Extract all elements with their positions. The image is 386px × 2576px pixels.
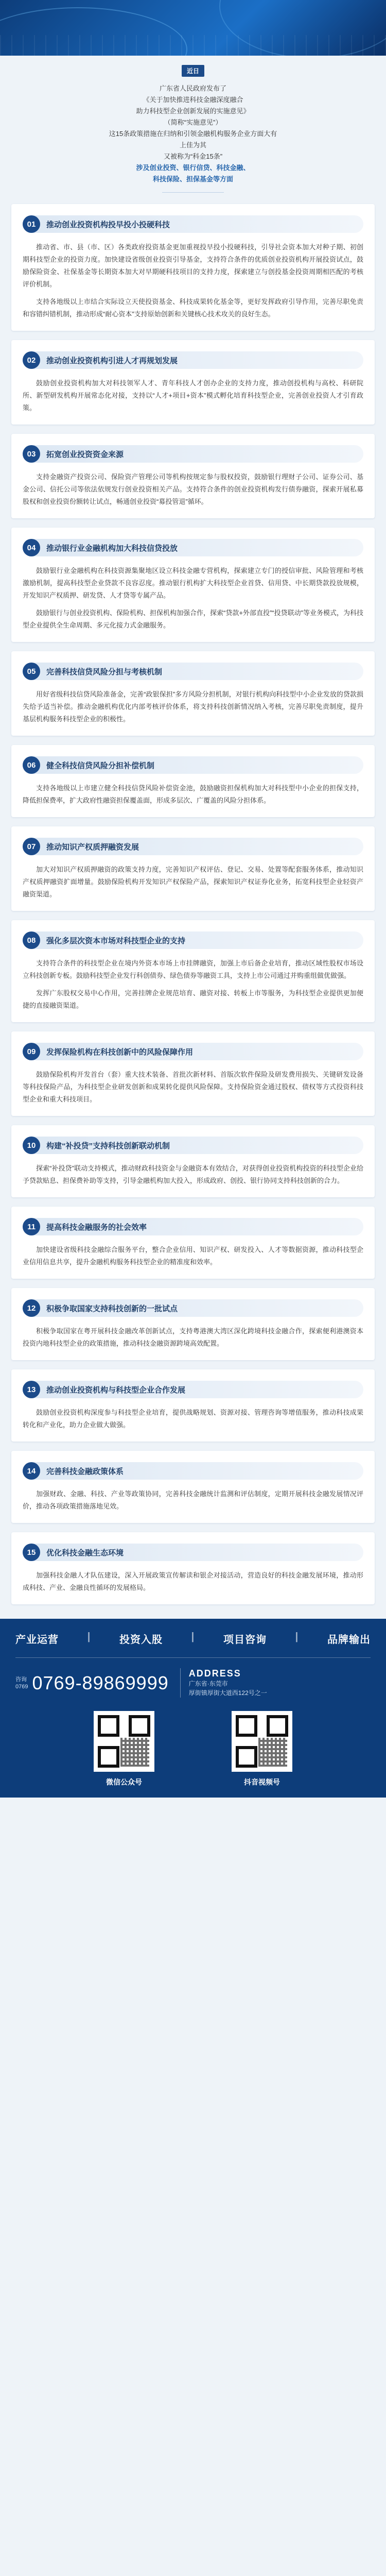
address-title: ADDRESS xyxy=(188,1668,241,1679)
tag-separator: | xyxy=(87,1631,91,1642)
address-line: 厚街镇厚街大道西122号之一 xyxy=(188,1689,267,1697)
section-title: 拓宽创业投资资金来源 xyxy=(46,450,124,459)
contact-row xyxy=(15,1657,371,1698)
section-number: 10 xyxy=(23,1137,40,1154)
service-tag: 产业运营 xyxy=(15,1634,59,1646)
hero-banner xyxy=(0,0,386,56)
intro-divider xyxy=(162,192,224,193)
section-title: 完善科技信贷风险分担与考核机制 xyxy=(46,667,163,676)
section-header xyxy=(23,215,363,233)
section-title: 优化科技金融生态环境 xyxy=(46,1548,124,1557)
section-title: 推动银行业金融机构加大科技信贷投放 xyxy=(46,544,178,553)
section-number: 14 xyxy=(23,1462,40,1480)
intro-line: 广东省人民政府发布了 xyxy=(159,84,226,92)
section-number: 09 xyxy=(23,1043,40,1060)
intro-line: 这15条政策措施在归纳和引领金融机构服务企业方面大有 xyxy=(109,130,277,138)
intro-tag: 近日 xyxy=(182,65,204,77)
section-title: 强化多层次资本市场对科技型企业的支持 xyxy=(46,936,186,945)
tag-separator: | xyxy=(295,1631,299,1642)
section-header xyxy=(23,838,363,855)
address-block xyxy=(180,1668,267,1698)
section-header xyxy=(23,1544,363,1561)
policy-section-card xyxy=(11,434,375,518)
section-paragraph: 支持各地级以上市结合实际设立天使投资基金、科技成果转化基金等，更好发挥政府引导作用，完善尽职免责和容错纠错机制，推动形成“耐心资本”支持原始创新和关键核心技术攻关的良好生态。 xyxy=(23,298,363,318)
section-title: 推动知识产权质押融资发展 xyxy=(46,842,139,852)
intro-line: 又被称为“科金15条” xyxy=(163,152,223,160)
section-number: 12 xyxy=(23,1299,40,1317)
policy-section-card xyxy=(11,1207,375,1279)
policy-section-card xyxy=(11,204,375,331)
policy-section-card xyxy=(11,920,375,1022)
service-tags xyxy=(15,1631,371,1646)
section-title: 推动创业投资机构引进人才再规划发展 xyxy=(46,356,178,365)
qr-caption: 抖音视频号 xyxy=(244,1778,280,1786)
section-header xyxy=(23,445,363,463)
section-number: 11 xyxy=(23,1218,40,1235)
section-paragraph: 探索“补投贷”联动支持模式，推动财政科技资金与金融资本有效结合，对获得创业投资机构投资的科技型企业给予贷款贴息、担保费补助等支持，引导金融机构加大投入，形成政府、创投、银行协同支持科技创新的合力。 xyxy=(23,1164,363,1184)
section-title: 发挥保险机构在科技创新中的风险保障作用 xyxy=(46,1047,194,1057)
section-number: 01 xyxy=(23,215,40,233)
section-header xyxy=(23,1299,363,1317)
section-paragraph: 积极争取国家在粤开展科技金融改革创新试点，支持粤港澳大湾区深化跨境科技金融合作，探索便利港澳资本投资内地科技型企业的政策措施，推动科技金融资源跨境高效配置。 xyxy=(23,1327,363,1347)
qr-codes xyxy=(15,1711,371,1787)
policy-section-card xyxy=(11,1125,375,1197)
qr-code-icon xyxy=(232,1711,292,1772)
service-tag: 项目咨询 xyxy=(223,1634,267,1646)
tel-label xyxy=(15,1676,28,1690)
section-title: 健全科技信贷风险分担补偿机制 xyxy=(46,761,155,770)
section-paragraph: 支持符合条件的科技型企业在境内外资本市场上市挂牌融资，加强上市后备企业培育，推动区域性股权市场设立科技创新专板。鼓励科技型企业发行科创债券、绿色债券等融资工具，支持上市公司通过并购重组做优做强。 xyxy=(23,959,363,979)
intro-line: （简称“实施意见”） xyxy=(164,118,222,126)
section-number: 08 xyxy=(23,931,40,949)
hero-lines-decoration xyxy=(0,35,386,56)
intro-line: 助力科技型企业创新发展的实施意见》 xyxy=(136,107,250,115)
section-number: 02 xyxy=(23,351,40,369)
address-line: 广东省·东莞市 xyxy=(188,1680,228,1687)
policy-section-card xyxy=(11,340,375,425)
section-header xyxy=(23,539,363,556)
section-title: 完善科技金融政策体系 xyxy=(46,1467,124,1476)
policy-section-card xyxy=(11,528,375,642)
service-tag: 投资入股 xyxy=(119,1634,163,1646)
policy-section-card xyxy=(11,651,375,736)
policy-section-card xyxy=(11,1288,375,1360)
section-header xyxy=(23,351,363,369)
policy-section-card xyxy=(11,1369,375,1442)
section-paragraph: 鼓励银行与创业投资机构、保险机构、担保机构加强合作，探索“贷款+外部直投”“投贷联动”等业务模式，为科技型企业提供全生命周期、多元化接力式金融服务。 xyxy=(23,609,363,629)
section-header xyxy=(23,756,363,774)
section-paragraph: 用好省级科技信贷风险准备金，完善“政银保担”多方风险分担机制，对银行机构向科技型中小企业发放的贷款损失给予适当补偿。推动金融机构优化内部考核评价体系，将支持科技创新情况纳入考核，完善尽职免责制度，提升基层机构服务科技型企业的积极性。 xyxy=(23,690,363,723)
tel-label-bottom: 0769 xyxy=(15,1683,28,1690)
policy-section-card xyxy=(11,1451,375,1523)
section-paragraph: 支持金融资产投资公司、保险资产管理公司等机构按规定参与股权投资，鼓励银行理财子公司、证券公司、基金公司、信托公司等依法依规发行创业投资相关产品。支持符合条件的创业投资机构发行债券融资，探索开展私募股权和创业投资份额转让试点，畅通创业投资“募投管退”循环。 xyxy=(23,473,363,505)
section-title: 积极争取国家支持科技创新的一批试点 xyxy=(46,1304,178,1313)
section-paragraph: 加强科技金融人才队伍建设，深入开展政策宣传解读和银企对接活动，营造良好的科技金融发展环境，推动形成科技、产业、金融良性循环的发展格局。 xyxy=(23,1571,363,1591)
section-paragraph: 推动省、市、县（市、区）各类政府投资基金更加重视投早投小投硬科技，引导社会资本加大对种子期、初创期科技型企业的投资力度。加快建设省级创业投资引导基金，支持符合条件的优质创业投资机构开展投资试点，鼓励保险资金、社保基金等长期资本加大对早期硬科技项目的支持力度，探索建立与创投基金投资周期相匹配的考核评价机制。 xyxy=(23,243,363,288)
section-number: 03 xyxy=(23,445,40,463)
section-paragraph: 加强财政、金融、科技、产业等政策协同，完善科技金融统计监测和评估制度，定期开展科技金融发展情况评价，推动各项政策措施落地见效。 xyxy=(23,1490,363,1510)
section-number: 04 xyxy=(23,539,40,556)
intro-highlight-line: 涉及创业投资、银行信贷、科技金融、 xyxy=(136,164,250,172)
section-number: 05 xyxy=(23,663,40,680)
section-title: 推动创业投资机构与科技型企业合作发展 xyxy=(46,1385,186,1395)
intro-line: 上佳为其 xyxy=(179,141,206,149)
policy-section-card xyxy=(11,745,375,817)
section-header xyxy=(23,1043,363,1060)
section-title: 推动创业投资机构投早投小投硬科技 xyxy=(46,220,170,229)
section-number: 15 xyxy=(23,1544,40,1561)
section-number: 06 xyxy=(23,756,40,774)
section-paragraph: 鼓励保险机构开发首台（套）重大技术装备、首批次新材料、首版次软件保险及研发费用损失、关键研发设备等科技保险产品，为科技型企业研发创新和成果转化提供风险保障。支持保险资金通过股权、债权等方式投资科技型企业和重大科技项目。 xyxy=(23,1071,363,1103)
section-header xyxy=(23,1137,363,1154)
section-title: 构建“补投贷”支持科技创新联动机制 xyxy=(46,1141,170,1150)
phone-number[interactable]: 0769-89869999 xyxy=(32,1672,169,1693)
qr-code-icon xyxy=(94,1711,154,1772)
section-paragraph: 支持各地级以上市建立健全科技信贷风险补偿资金池，鼓励融资担保机构加大对科技型中小企业的担保支持，降低担保费率，扩大政府性融资担保覆盖面，形成多层次、广覆盖的风险分担体系。 xyxy=(23,784,363,804)
intro-block xyxy=(0,56,386,204)
section-paragraph: 加大对知识产权质押融资的政策支持力度，完善知识产权评估、登记、交易、处置等配套服务体系，推动知识产权质押融资扩面增量。鼓励保险机构开发知识产权保险产品，探索知识产权证券化业务，拓宽科技型企业轻资产融资渠道。 xyxy=(23,866,363,898)
policy-sections xyxy=(0,204,386,1619)
section-header xyxy=(23,1381,363,1398)
intro-highlight-line: 科技保险、担保基金等方面 xyxy=(152,175,233,183)
policy-section-card xyxy=(11,1532,375,1604)
intro-line: 《关于加快推进科技金融深度融合 xyxy=(143,96,243,104)
section-paragraph: 加快建设省级科技金融综合服务平台，整合企业信用、知识产权、研发投入、人才等数据资源，推动科技型企业信用信息共享，提升金融机构服务科技型企业的精准度和效率。 xyxy=(23,1246,363,1266)
section-number: 07 xyxy=(23,838,40,855)
section-header xyxy=(23,1218,363,1235)
policy-section-card xyxy=(11,826,375,911)
service-tag: 品牌输出 xyxy=(327,1634,371,1646)
section-paragraph: 鼓励银行业金融机构在科技资源集聚地区设立科技金融专营机构，探索建立专门的授信审批、风险管理和考核激励机制，提高科技型企业贷款不良容忍度。推动银行机构扩大科技型企业首贷、信用贷、中长期贷款投放规模，开发知识产权质押、研发贷、人才贷等专属产品。 xyxy=(23,567,363,599)
section-paragraph: 发挥广东股权交易中心作用，完善挂牌企业规范培育、融资对接、转板上市等服务，为科技型企业提供更加便捷的直接融资渠道。 xyxy=(23,989,363,1009)
section-header xyxy=(23,663,363,680)
section-header xyxy=(23,1462,363,1480)
douyin-qr[interactable] xyxy=(232,1711,292,1787)
section-title: 提高科技金融服务的社会效率 xyxy=(46,1223,147,1232)
section-paragraph: 鼓励创业投资机构加大对科技领军人才、青年科技人才创办企业的支持力度，推动创投机构与高校、科研院所、新型研发机构开展常态化对接，支持以“人才+项目+资本”模式孵化培育科技型企业，完善创业投资人才引育政策。 xyxy=(23,379,363,412)
policy-section-card xyxy=(11,1031,375,1116)
tel-label-top: 咨询 xyxy=(15,1676,27,1683)
footer xyxy=(0,1619,386,1798)
section-number: 13 xyxy=(23,1381,40,1398)
wechat-qr[interactable] xyxy=(94,1711,154,1787)
qr-caption: 微信公众号 xyxy=(106,1778,142,1786)
section-header xyxy=(23,931,363,949)
section-paragraph: 鼓励创业投资机构深度参与科技型企业培育，提供战略规划、资源对接、管理咨询等增值服务，推动科技成果转化和产业化，助力企业做大做强。 xyxy=(23,1409,363,1429)
tag-separator: | xyxy=(191,1631,195,1642)
